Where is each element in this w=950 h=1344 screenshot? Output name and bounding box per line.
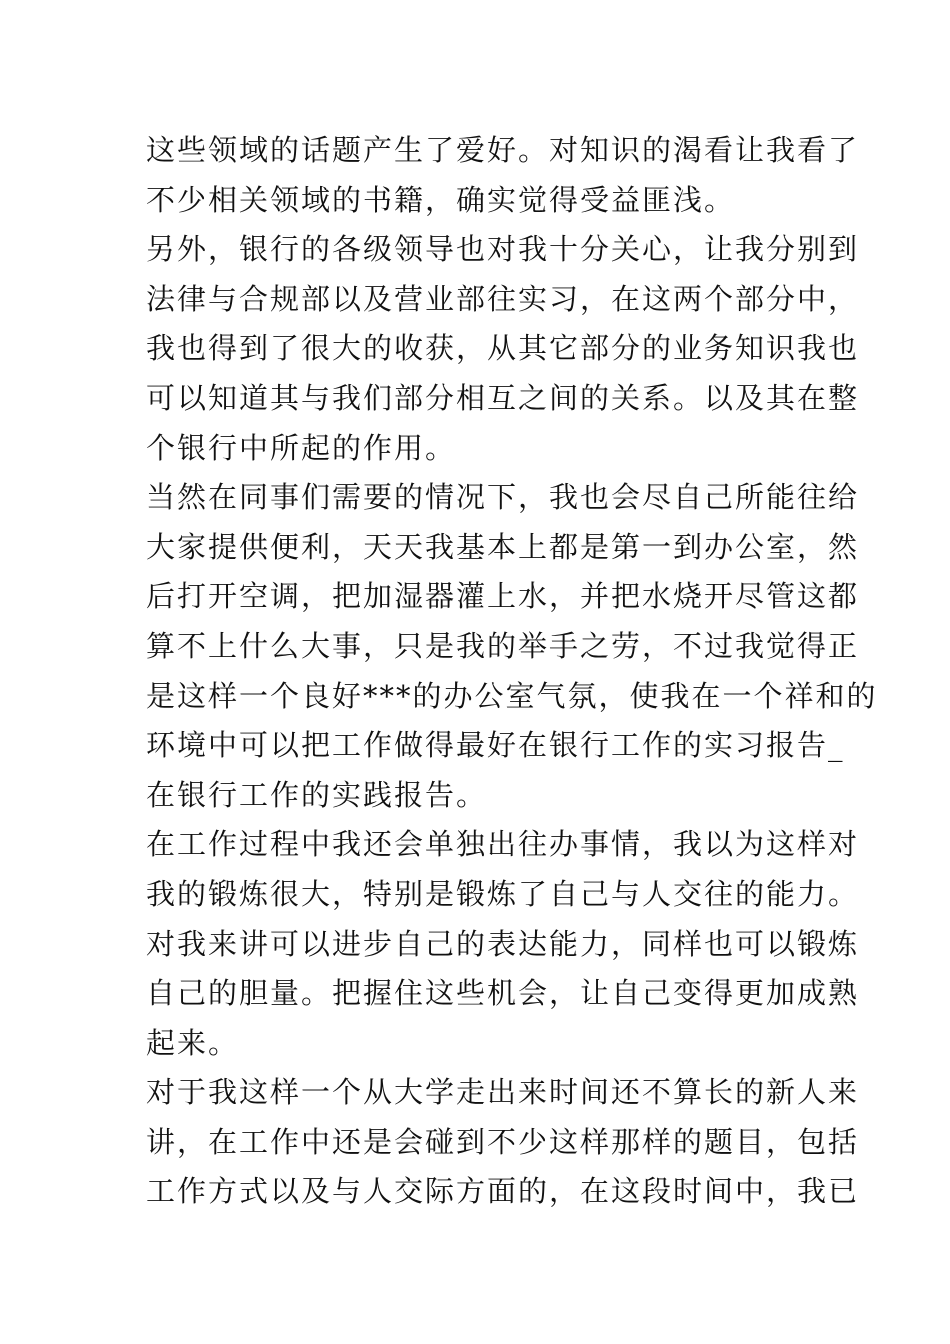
text-line: 起来。 [146,1025,240,1060]
text-line: 工作方式以及与人交际方面的，在这段时间中，我已 [146,1174,860,1209]
document-body [146,126,878,1217]
text-line: 算不上什么大事，只是我的举手之劳，不过我觉得正 [146,628,860,663]
text-line: 我的锻炼很大，特别是锻炼了自己与人交往的能力。 [146,876,860,911]
text-line: 个银行中所起的作用。 [146,430,457,465]
text-line: 环境中可以把工作做得最好在银行工作的实习报告_ [146,728,845,763]
text-line: 大家提供便利，天天我基本上都是第一到办公室，然 [146,529,860,564]
text-line: 法律与合规部以及营业部往实习，在这两个部分中， [146,281,860,316]
text-line: 对于我这样一个从大学走出来时间还不算长的新人来 [146,1075,860,1110]
text-line: 讲，在工作中还是会碰到不少这样那样的题目，包括 [146,1124,860,1159]
text-line: 在银行工作的实践报告。 [146,777,488,812]
text-line: 自己的胆量。把握住这些机会，让自己变得更加成熟 [146,976,860,1011]
text-line: 后打开空调，把加湿器灌上水，并把水烧开尽管这都 [146,579,860,614]
text-line: 这些领域的话题产生了爱好。对知识的渴看让我看了 [146,133,860,167]
text-line: 不少相关领域的书籍，确实觉得受益匪浅。 [146,182,736,217]
text-line: 是这样一个良好***的办公室气氛，使我在一个祥和的 [146,678,878,713]
text-line: 另外，银行的各级领导也对我十分关心，让我分别到 [146,232,860,267]
text-line: 在工作过程中我还会单独出往办事情，我以为这样对 [146,827,860,862]
text-line: 我也得到了很大的收获，从其它部分的业务知识我也 [146,331,860,366]
text-line: 可以知道其与我们部分相互之间的关系。以及其在整 [146,380,860,415]
text-line: 当然在同事们需要的情况下，我也会尽自己所能往给 [146,480,860,515]
text-line: 对我来讲可以进步自己的表达能力，同样也可以锻炼 [146,926,860,961]
